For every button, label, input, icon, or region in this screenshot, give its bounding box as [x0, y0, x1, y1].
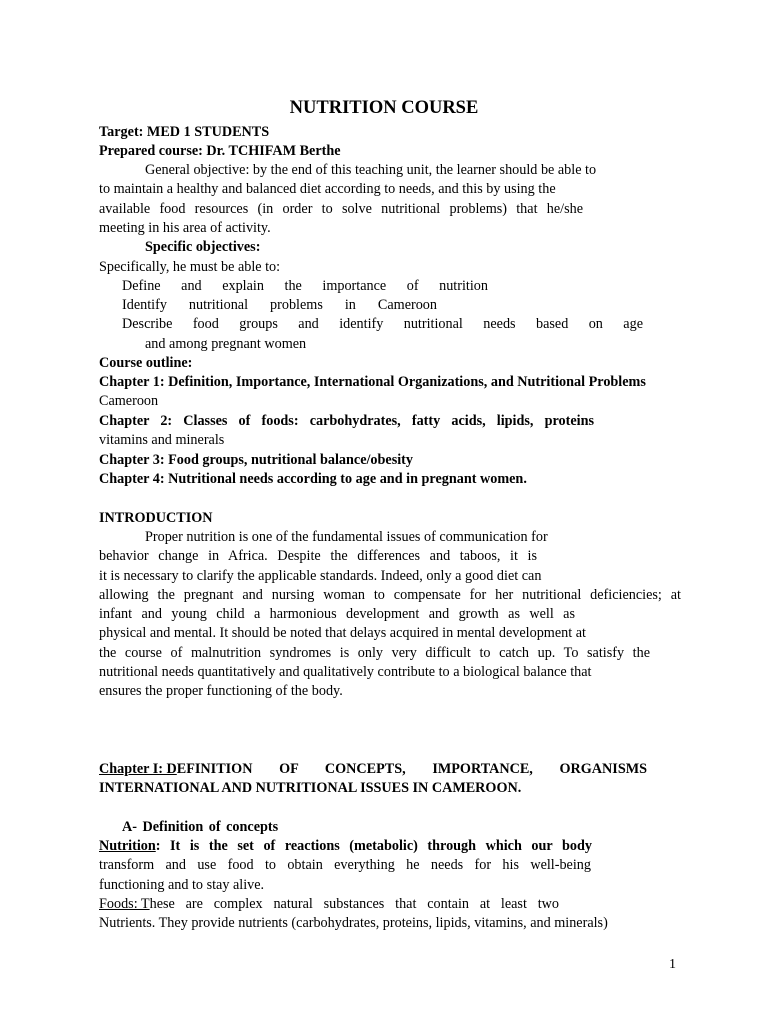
intro-line: ensures the proper functioning of the body. [99, 683, 343, 699]
nutrition-line: transform and use food to obtain everything he needs for his well-being [99, 857, 591, 873]
intro-line: physical and mental. It should be noted that delays acquired in mental development at [99, 625, 586, 641]
outline-item: vitamins and minerals [99, 432, 225, 448]
objective-item: Describe food groups and identify nutritional needs based on age [122, 316, 643, 332]
objective-item: Define and explain the importance of nutrition [122, 278, 488, 294]
intro-line: it is necessary to clarify the applicable standards. Indeed, only a good diet can [99, 568, 542, 584]
page-title: NUTRITION COURSE [289, 98, 479, 118]
outline-item: Chapter 4: Nutritional needs according to age and in pregnant women. [99, 471, 527, 487]
outline-item: Chapter 1: Definition, Importance, International Organizations, and Nutritional Problems [99, 374, 646, 390]
intro-line: Proper nutrition is one of the fundamental issues of communication for [145, 529, 548, 545]
specific-intro: Specifically, he must be able to: [99, 259, 281, 275]
specific-objectives-heading: Specific objectives: [145, 239, 261, 255]
general-objective-line: General objective: by the end of this teaching unit, the learner should be able to [145, 162, 597, 178]
foods-term: Foods: T [99, 896, 150, 912]
prepared-line: Prepared course: Dr. TCHIFAM Berthe [99, 143, 341, 159]
outline-item: Chapter 3: Food groups, nutritional balance/obesity [99, 452, 413, 468]
nutrition-definition-text: : It is the set of reactions (metabolic) through which our body [155, 838, 592, 854]
foods-definition [99, 894, 559, 914]
general-objective-line: meeting in his area of activity. [99, 220, 271, 236]
intro-line: the course of malnutrition syndromes is only very difficult to catch up. To satisfy the [99, 645, 650, 661]
nutrition-line: functioning and to stay alive. [99, 877, 265, 893]
objective-item: Identify nutritional problems in Cameroon [122, 297, 437, 313]
introduction-heading: INTRODUCTION [99, 510, 213, 526]
nutrition-definition [99, 836, 592, 856]
page-number: 1 [669, 957, 676, 972]
intro-line: infant and young child a harmonious development and growth as well as [99, 606, 575, 622]
intro-line: allowing the pregnant and nursing woman to compensate for her nutritional deficiencies; at [99, 587, 681, 603]
chapter-heading [99, 759, 647, 779]
foods-line: Nutrients. They provide nutrients (carbohydrates, proteins, lipids, vitamins, and minerals) [99, 915, 608, 931]
intro-line: behavior change in Africa. Despite the differences and taboos, it is [99, 548, 537, 564]
objective-item: and among pregnant women [145, 336, 307, 352]
target-line: Target: MED 1 STUDENTS [99, 124, 270, 140]
chapter-title: EFINITION OF CONCEPTS, IMPORTANCE, ORGANISMS [176, 761, 647, 777]
outline-item: Cameroon [99, 393, 159, 409]
foods-definition-text: hese are complex natural substances that contain at least two [149, 896, 559, 912]
general-objective-line: to maintain a healthy and balanced diet according to needs, and this by using the [99, 181, 556, 197]
chapter-label: Chapter I: D [99, 761, 177, 777]
chapter-heading-line2: INTERNATIONAL AND NUTRITIONAL ISSUES IN CAMEROON. [99, 780, 522, 796]
nutrition-term: Nutrition [99, 838, 156, 854]
intro-line: nutritional needs quantitatively and qualitatively contribute to a biological balance that [99, 664, 592, 680]
section-heading: A- Definition of concepts [122, 819, 279, 835]
general-objective-line: available food resources (in order to solve nutritional problems) that he/she [99, 201, 583, 217]
outline-item: Chapter 2: Classes of foods: carbohydrates, fatty acids, lipids, proteins [99, 413, 594, 429]
outline-heading: Course outline: [99, 355, 193, 371]
